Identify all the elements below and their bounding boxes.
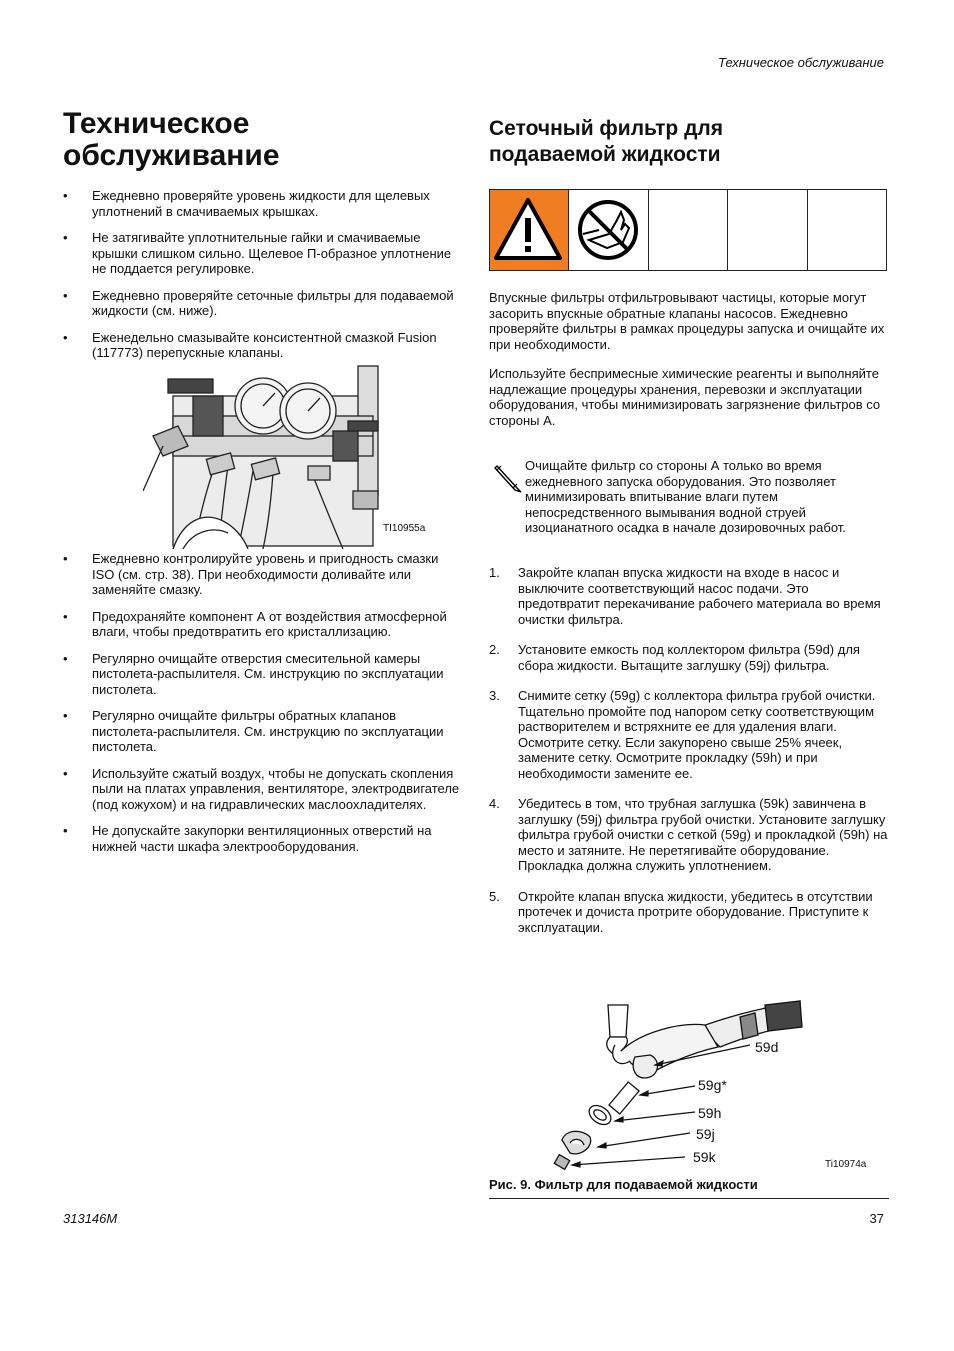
paragraph: Используйте беспримесные химические реагенты и выполняйте надлежащие процедуры хранения, перевозки и эксплуатации оборудования, чтобы минимизировать загрязнение фильтров со стороны А. <box>489 366 881 428</box>
bullet-item: • Ежедневно проверяйте уровень жидкости для щелевых уплотнений в смачиваемых крышках. <box>63 188 463 219</box>
step-text: Снимите сетку (59g) с коллектора фильтра грубой очистки. Тщательно промойте под напором сетку соответствующим растворителем и встряхните ее для удаления влаги. Осмотрите сетку. Если закупорено свыше 25% ячеек, замените сетку. Осмотрите прокладку (59h) и при необходимости замените ее. <box>518 688 876 781</box>
bullet-item: • Регулярно очищайте фильтры обратных клапанов пистолета-распылителя. См. инструкцию по эксплуатации пистолета. <box>63 708 463 755</box>
bullet-item: • Регулярно очищайте отверстия смесительной камеры пистолета-распылителя. См. инструкцию по эксплуатации пистолета. <box>63 651 463 698</box>
bullet-item: • Ежедневно контролируйте уровень и пригодность смазки ISO (см. стр. 38). При необходимости доливайте или заменяйте смазку. <box>63 551 463 598</box>
callout-59g: 59g* <box>698 1077 727 1093</box>
step-number: 4. <box>489 796 500 811</box>
paragraph: Впускные фильтры отфильтровывают частицы, которые могут засорить впускные обратные клапаны насосов. Ежедневно проверяйте фильтры в рамках процедуры запуска и очищайте их при необходимости. <box>489 290 885 352</box>
valve-gauges-figure <box>143 361 435 549</box>
figure-code: TI10955a <box>383 523 426 534</box>
step-item <box>489 565 889 627</box>
callout-59j: 59j <box>696 1126 715 1142</box>
bullet-item: • Ежедневно проверяйте сеточные фильтры для подаваемой жидкости (см. ниже). <box>63 288 463 319</box>
step-item <box>489 796 889 874</box>
page-number: 37 <box>869 1211 884 1226</box>
warning-triangle-icon <box>490 190 566 270</box>
step-text: Откройте клапан впуска жидкости, убедитесь в отсутствии протечек и дочиста протрите оборудование. Приступите к эксплуатации. <box>518 888 873 935</box>
note-block <box>489 458 889 536</box>
step-number: 3. <box>489 688 500 703</box>
warning-symbols-table <box>489 189 887 271</box>
step-text: Закройте клапан впуска жидкости на входе в насос и выключите соответствующий насос подачи. Это предотвратит перекачивание рабочего материала во время очистки фильтра. <box>518 565 881 627</box>
step-number: 1. <box>489 565 500 580</box>
bullet-item: • Используйте сжатый воздух, чтобы не допускать скопления пыли на платах управления, вентиляторе, электродвигателе (под кожухом) и на гидравлических маслоохладителях. <box>63 766 463 813</box>
subsection-title: Сеточный фильтр для подаваемой жидкости <box>489 117 723 166</box>
procedure-steps <box>489 565 889 950</box>
step-item <box>489 889 889 936</box>
no-hand-icon <box>569 190 647 270</box>
bullets-bottom <box>63 551 463 865</box>
bullet-item: • Не затягивайте уплотнительные гайки и смачиваемые крышки слишком сильно. Щелевое П-образное уплотнение не поддается регулировке. <box>63 230 463 277</box>
bullet-item: • Еженедельно смазывайте консистентной смазкой Fusion (117773) перепускные клапаны. <box>63 330 463 361</box>
step-number: 5. <box>489 888 500 904</box>
section-title: Техническое обслуживание <box>63 107 280 172</box>
doc-number: 313146M <box>63 1211 118 1226</box>
empty-cell <box>808 190 886 270</box>
step-number: 2. <box>489 642 500 657</box>
step-item <box>489 688 889 781</box>
callout-59d: 59d <box>755 1039 779 1055</box>
callout-59k: 59k <box>693 1149 716 1165</box>
figure-caption: Рис. 9. Фильтр для подаваемой жидкости <box>489 1177 889 1199</box>
valve-gauges-drawing <box>143 361 435 549</box>
bullet-item: • Не допускайте закупорки вентиляционных отверстий на нижней части шкафа электрооборудования. <box>63 823 463 854</box>
note-text: Очищайте фильтр со стороны А только во время ежедневного запуска оборудования. Это позволяет минимизировать впитывание влаги путем непосредственного вымывания водной струей изоцианатного осадка в начале дозировочных работ. <box>525 458 846 535</box>
warning-cell <box>490 190 569 270</box>
step-text: Убедитесь в том, что трубная заглушка (59k) завинчена в заглушку (59j) фильтра грубой очистки. Установите заглушку фильтра грубой очистки с сеткой (59g) и прокладкой (59h) на место и затяните. Не перетягивайте оборудование. Прокладка должна служить уплотнением. <box>518 796 888 873</box>
running-header: Техническое обслуживание <box>718 55 884 70</box>
figure-code: Ti10974a <box>825 1159 867 1170</box>
prohibition-cell <box>569 190 648 270</box>
step-item <box>489 642 889 673</box>
pencil-note-icon <box>493 462 523 494</box>
bullet-item: • Предохраняйте компонент А от воздействия атмосферной влаги, чтобы предотвратить его кристаллизацию. <box>63 609 463 640</box>
empty-cell <box>649 190 728 270</box>
filter-figure <box>540 997 890 1177</box>
bullets-top <box>63 188 463 372</box>
callout-59h: 59h <box>698 1105 722 1121</box>
empty-cell <box>728 190 807 270</box>
step-text: Установите емкость под коллектором фильтра (59d) для сбора жидкости. Вытащите заглушку (59j) фильтра. <box>518 642 860 673</box>
